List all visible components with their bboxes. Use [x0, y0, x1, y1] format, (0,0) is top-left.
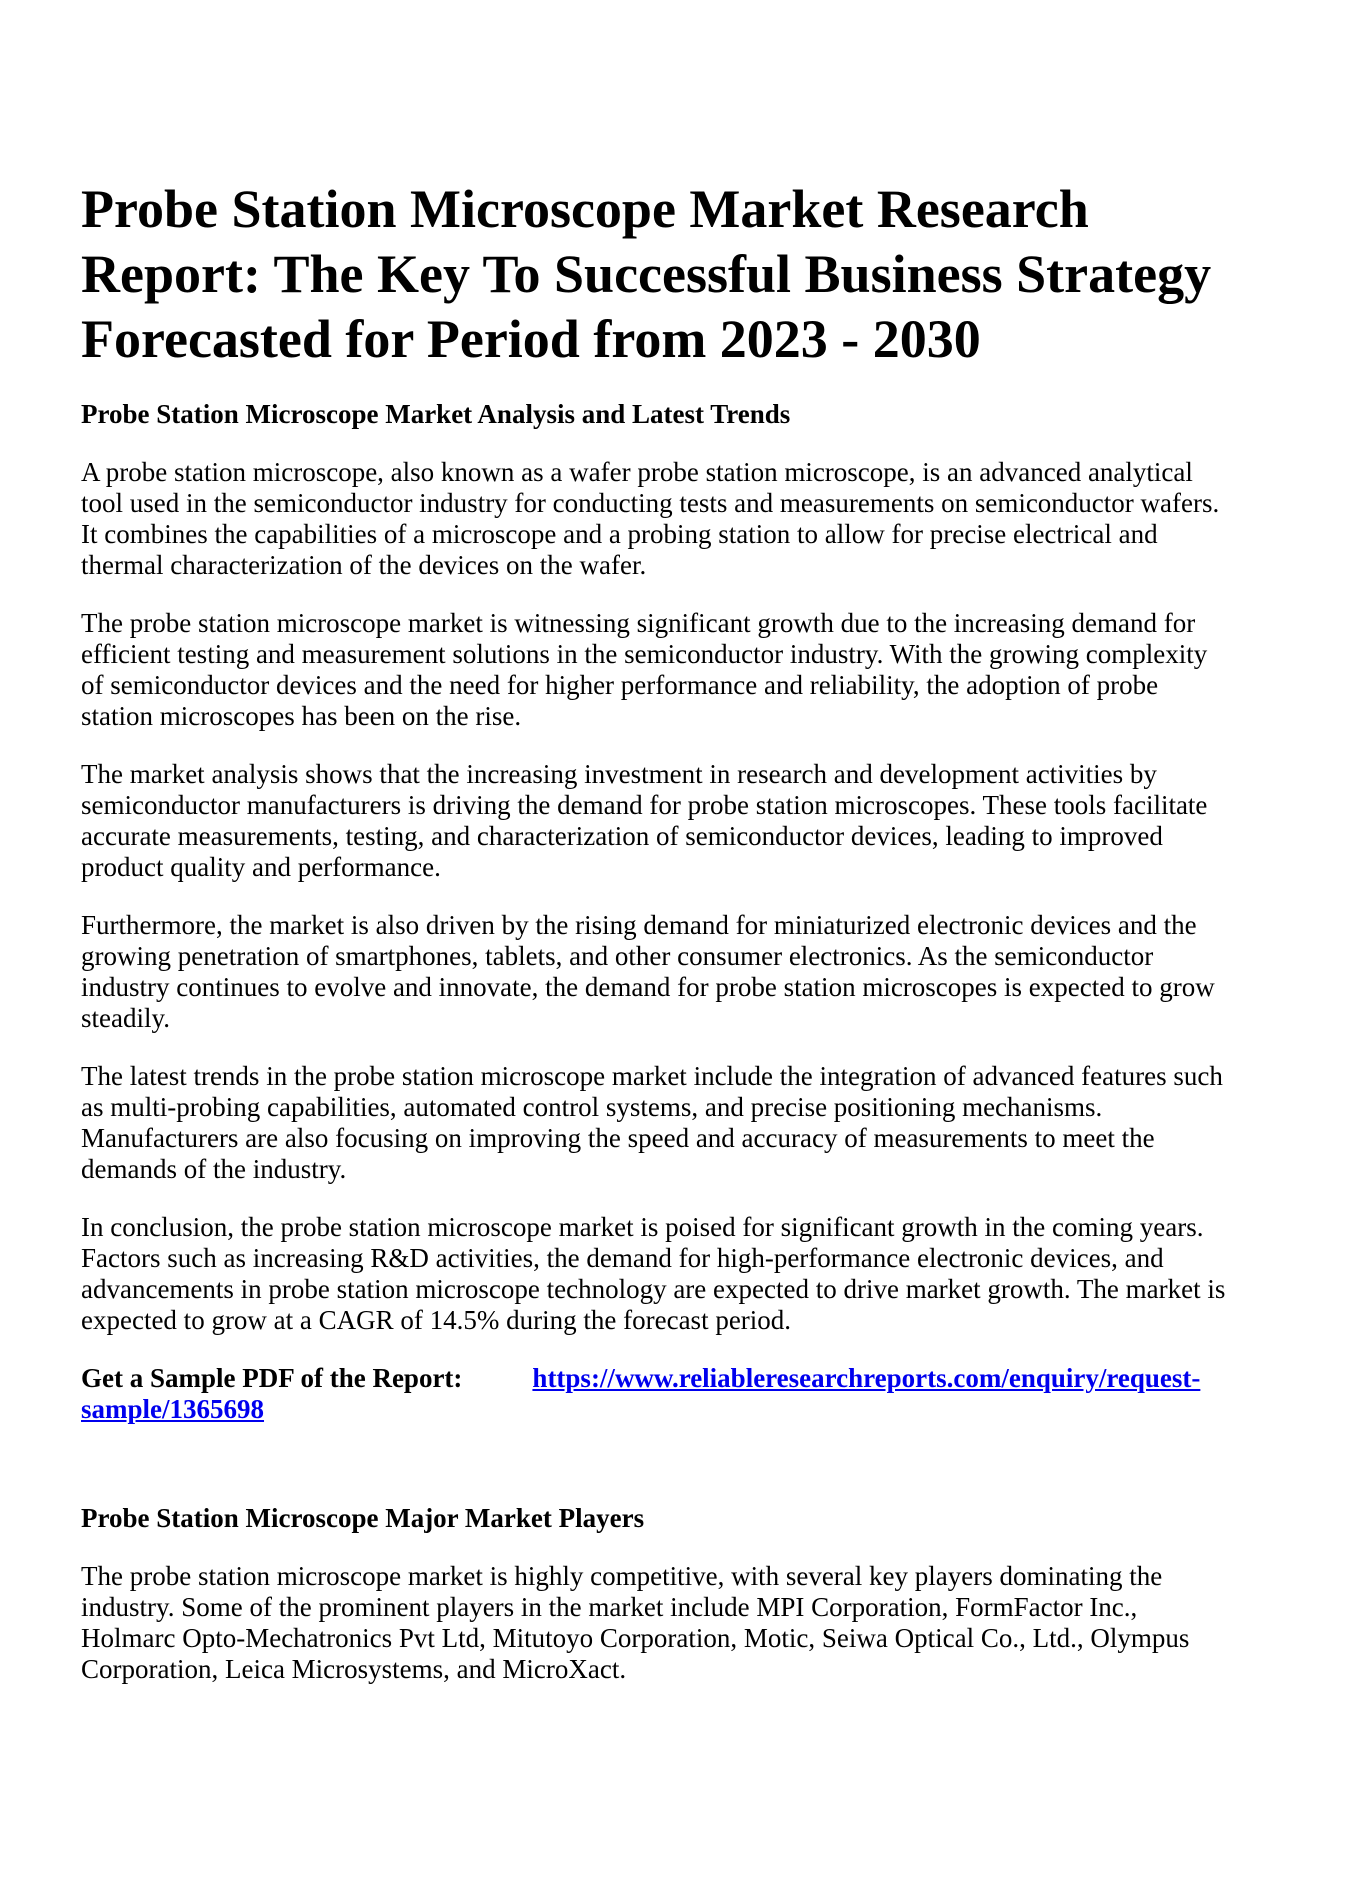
sample-pdf-label: Get a Sample PDF of the Report: [81, 1363, 463, 1393]
document-title: Probe Station Microscope Market Research Report: The Key To Successful Business Strategy Forecasted for Period from 2023 - 2030 [81, 179, 1212, 369]
analysis-paragraph-1: A probe station microscope, also known as a wafer probe station microscope, is an advanced analytical tool used in the semiconductor industry for conducting tests and measurements on semiconductor wafers. It combines the capabilities of a microscope and a probing station to allow for precise electrical and thermal characterization of the devices on the wafer. [81, 457, 1220, 580]
analysis-paragraph-2: The probe station microscope market is witnessing significant growth due to the increasing demand for efficient testing and measurement solutions in the semiconductor industry. With the growing complexity of semiconductor devices and the need for higher performance and reliability, the adoption of probe station microscopes has been on the rise. [81, 608, 1208, 731]
analysis-paragraph-5: The latest trends in the probe station microscope market include the integration of advanced features such as multi-probing capabilities, automated control systems, and precise positioning mechanisms. Manufacturers are also focusing on improving the speed and accuracy of measurements to meet the demands of the industry. [81, 1061, 1223, 1184]
analysis-paragraph-3: The market analysis shows that the increasing investment in research and development activities by semiconductor manufacturers is driving the demand for probe station microscopes. These tools facilitate accurate measurements, testing, and characterization of semiconductor devices, leading to improved product quality and performance. [81, 759, 1208, 882]
analysis-paragraph-6: In conclusion, the probe station microscope market is poised for significant growth in the coming years. Factors such as increasing R&D activities, the demand for high-performance electronic devices, and advancements in probe station microscope technology are expected to drive market growth. The market is expected to grow at a CAGR of 14.5% during the forecast period. [81, 1212, 1226, 1335]
analysis-paragraph-4: Furthermore, the market is also driven by the rising demand for miniaturized electronic devices and the growing penetration of smartphones, tablets, and other consumer electronics. As the semiconductor industry continues to evolve and innovate, the demand for probe station microscopes is expected to grow steadily. [81, 910, 1215, 1033]
sample-pdf-line [81, 1363, 1236, 1425]
section-heading-analysis: Probe Station Microscope Market Analysis and Latest Trends [81, 399, 791, 429]
section-heading-players: Probe Station Microscope Major Market Players [81, 1503, 645, 1533]
sample-pdf-link[interactable]: https://www.reliableresearchreports.com/enquiry/request-sample/1365698 [81, 1363, 1201, 1424]
players-paragraph-1: The probe station microscope market is highly competitive, with several key players dominating the industry. Some of the prominent players in the market include MPI Corporation, FormFactor Inc., Holmarc Opto-Mechatronics Pvt Ltd, Mitutoyo Corporation, Motic, Seiwa Optical Co., Ltd., Olympus Corporation, Leica Microsystems, and MicroXact. [81, 1561, 1190, 1684]
